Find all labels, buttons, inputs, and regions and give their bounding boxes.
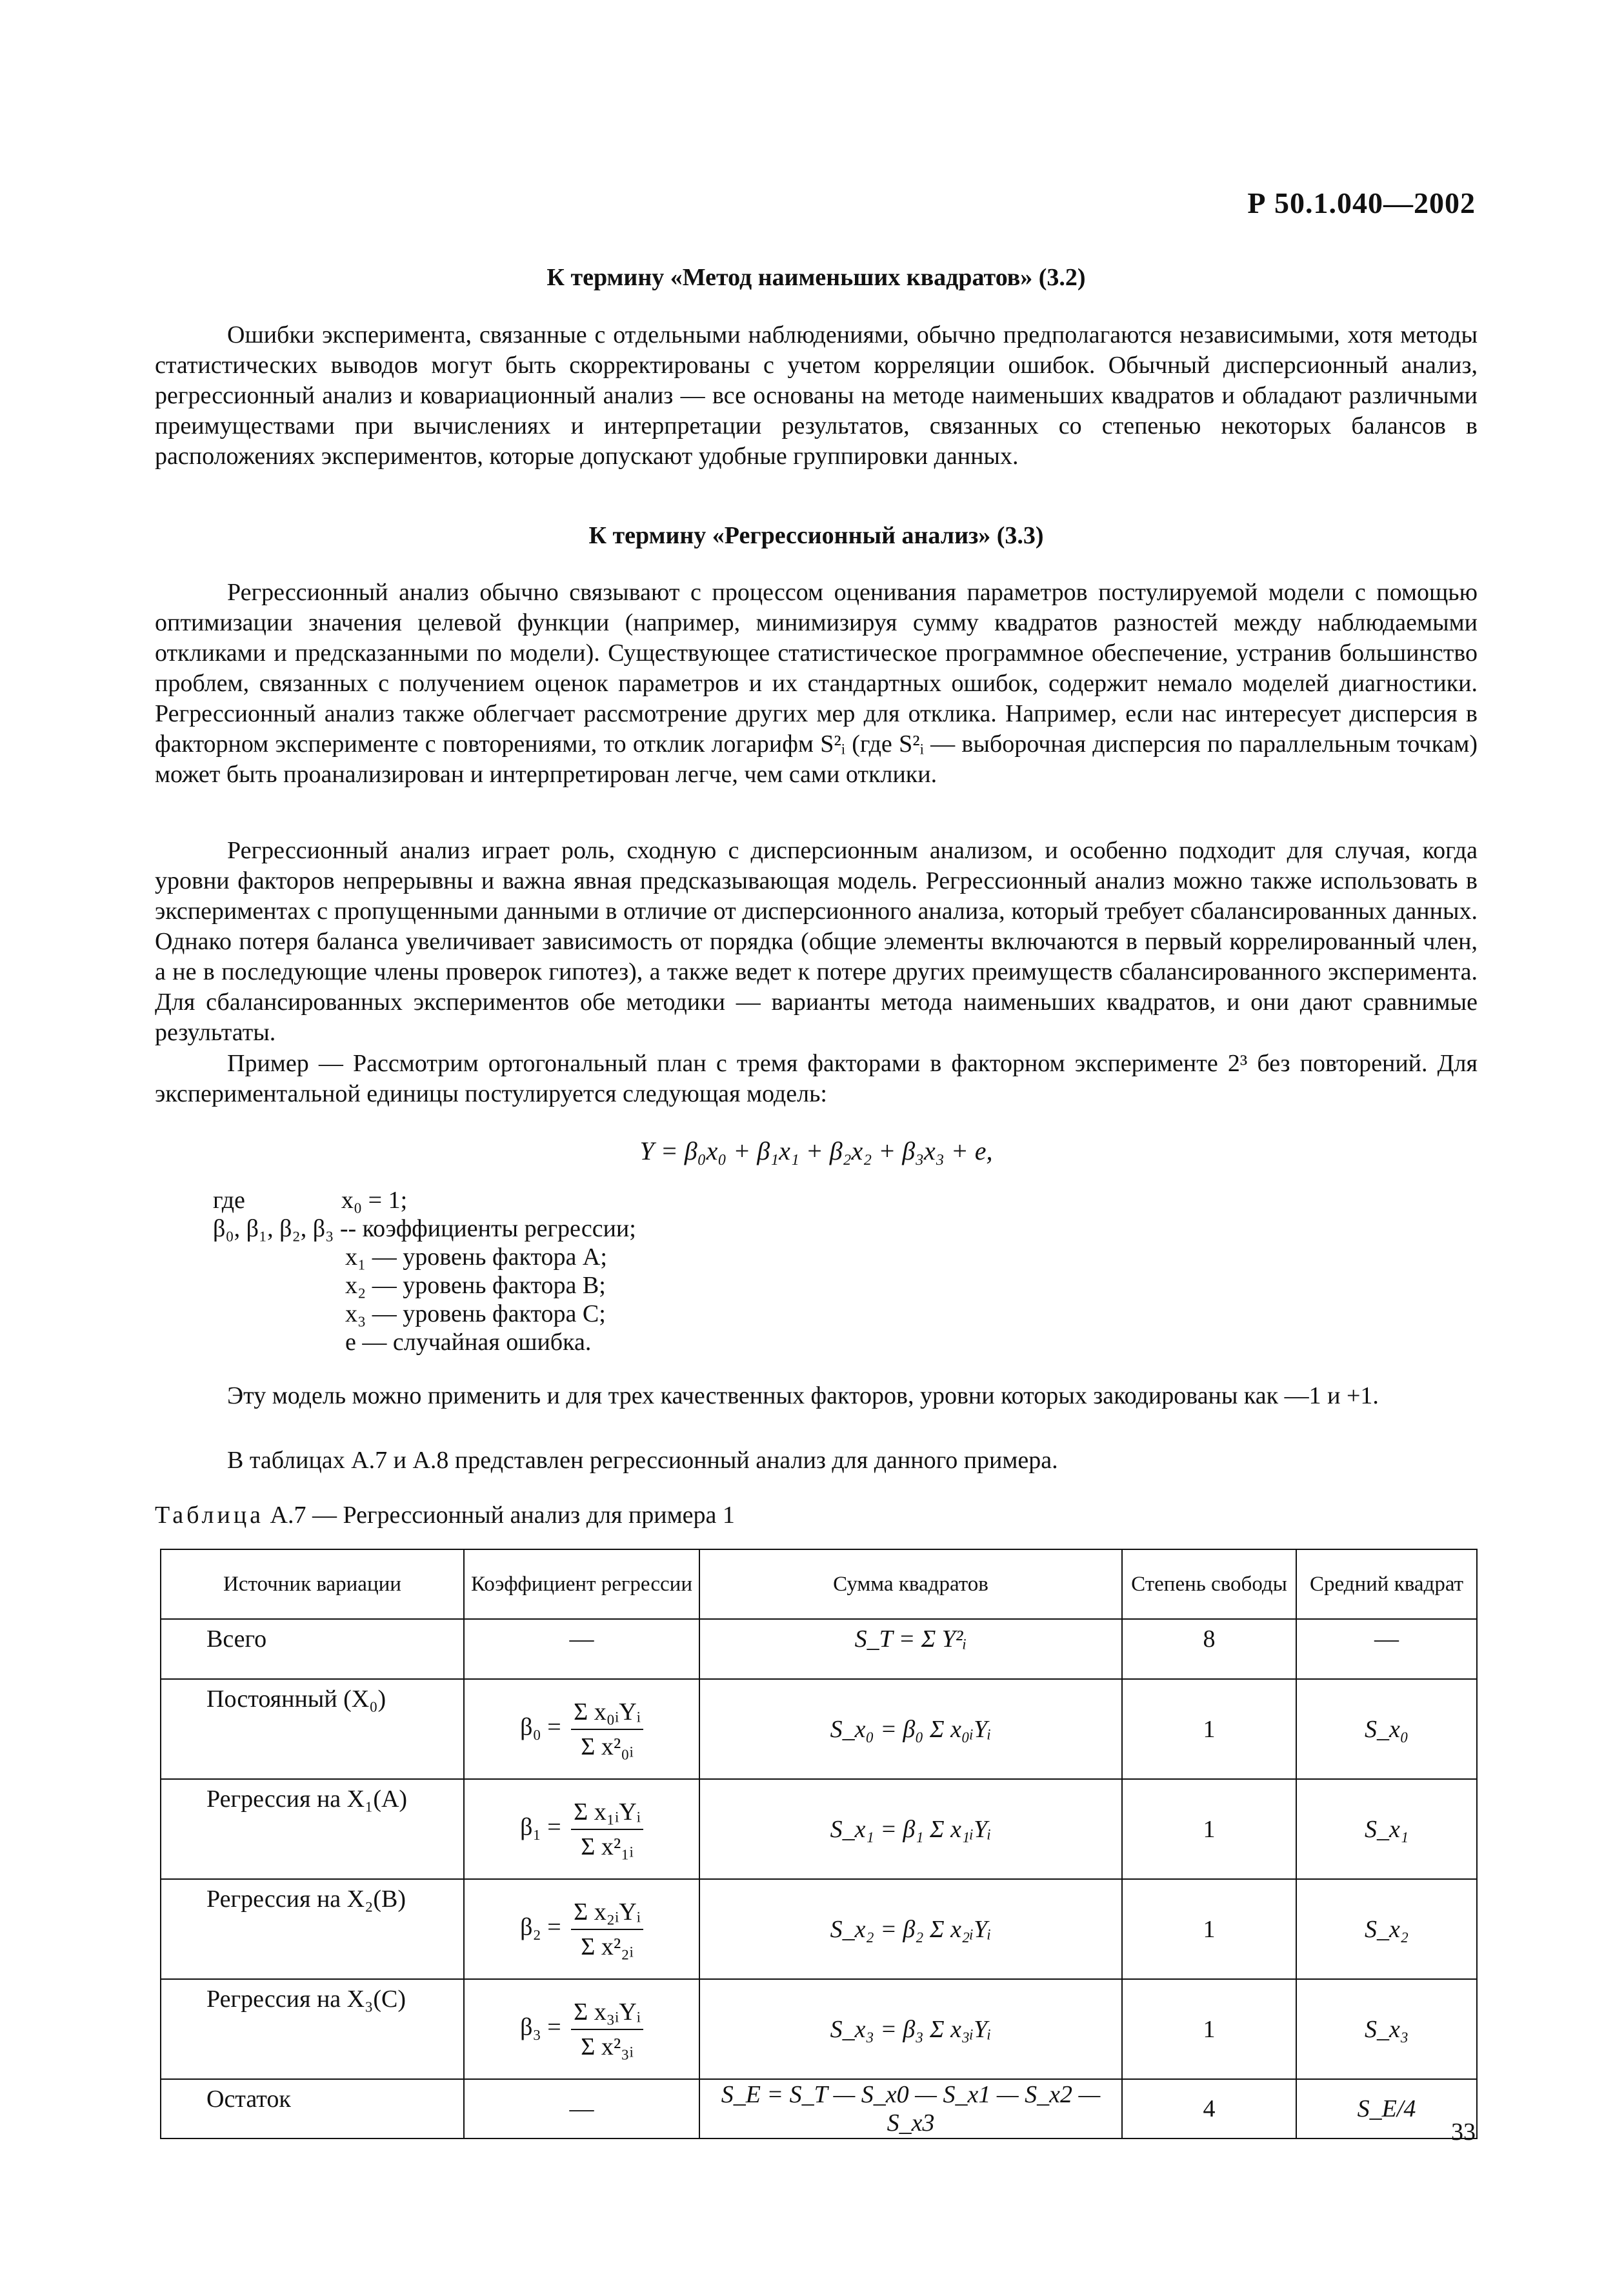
cell-sum-of-squares: S_x₀ = β₀ Σ x₀ᵢYᵢ (699, 1679, 1122, 1779)
header-sum-of-squares: Сумма квадратов (699, 1549, 1122, 1619)
where-item: e — случайная ошибка. (345, 1329, 592, 1356)
cell-sum-of-squares: S_T = Σ Y²ᵢ (699, 1619, 1122, 1679)
coef-lhs: β₃ = (520, 2013, 561, 2041)
where-item: β₀, β₁, β₂, β₃ -- коэффициенты регрессии; (213, 1215, 636, 1242)
table-caption (155, 1501, 735, 1529)
cell-sum-of-squares: S_x₂ = β₂ Σ x₂ᵢYᵢ (699, 1879, 1122, 1979)
table-row (161, 1679, 1477, 1779)
coef-denominator: Σ x²₃ᵢ (581, 2033, 634, 2060)
coef-fraction (571, 1798, 643, 1861)
coef-numerator: Σ x₃ᵢYᵢ (571, 1998, 643, 2030)
where-row-2 (213, 1243, 636, 1271)
coef-fraction (571, 1698, 643, 1761)
coef-lhs: β₀ = (520, 1713, 561, 1741)
where-row-5 (213, 1328, 636, 1356)
where-item: x₁ — уровень фактора А; (345, 1243, 607, 1271)
coef-fraction (571, 1898, 643, 1961)
page-number: 33 (1451, 2118, 1476, 2146)
cell-mean-square: S_x₀ (1296, 1679, 1477, 1779)
cell-coefficient (464, 1779, 699, 1879)
where-item: x₂ — уровень фактора В; (345, 1272, 606, 1299)
cell-mean-square: S_x₃ (1296, 1979, 1477, 2079)
cell-mean-square: S_x₁ (1296, 1779, 1477, 1879)
where-item: x₃ — уровень фактора С; (345, 1300, 606, 1327)
cell-coefficient: — (464, 1619, 699, 1679)
paragraph-least-squares: Ошибки эксперимента, связанные с отдельными наблюдениями, обычно предполагаются независимыми, хотя методы статистических выводов могут быть скорректированы с учетом корреляции ошибок. Обычный дисперсионный анализ, регрессионный анализ и ковариационный анализ — все основаны на методе наименьших квадратов и обладают различными преимуществами при вычислениях и интерпретации результатов, связанных со степенью некоторых балансов в расположениях экспериментов, которые допускают удобные группировки данных. (155, 321, 1478, 470)
standard-number: Р 50.1.040—2002 (1247, 186, 1476, 219)
cell-source: Всего (161, 1619, 464, 1679)
paragraph-regression-1: Регрессионный анализ обычно связывают с процессом оценивания параметров постулируемой модели с помощью оптимизации значения целевой функции (например, минимизируя сумму квадратов разностей между наблюдаемыми откликами и предсказанными по модели). Существующее статистическое программное обеспечение, устранив большинство проблем, связанных с получением оценок параметров и их стандартных ошибок, содержит немало моделей диагностики. Регрессионный анализ также облегчает рассмотрение других мер для отклика. Например, если нас интересует дисперсия в факторном эксперименте с повторениями, то отклик логарифм S²ᵢ (где S²ᵢ — выборочная дисперсия по параллельным точкам) может быть проанализирован и интерпретирован легче, чем сами отклики. (155, 579, 1478, 788)
cell-df: 1 (1122, 1779, 1296, 1879)
paragraph-regression-2: Регрессионный анализ играет роль, сходную с дисперсионным анализом, и особенно подходит для случая, когда уровни факторов непрерывны и важна явная предсказывающая модель. Регрессионный анализ можно также использовать в экспериментах с пропущенными данными в отличие от дисперсионного анализа, который требует сбалансированных данных. Однако потеря баланса увеличивает зависимость от порядка (общие элементы включаются в первый коррелированный член, а не в последующие члены проверок гипотез), а также ведет к потере других преимуществ сбалансированного эксперимента. Для сбалансированных экспериментов обе методики — варианты метода наименьших квадратов, и они дают сравнимые результаты. (155, 837, 1478, 1046)
cell-coefficient (464, 1879, 699, 1979)
coef-denominator: Σ x²₁ᵢ (581, 1833, 634, 1860)
cell-sum-of-squares: S_E = S_T — S_x0 — S_x1 — S_x2 — S_x3 (699, 2079, 1122, 2138)
cell-source: Регрессия на X₁(A) (161, 1779, 464, 1879)
coef-numerator: Σ x₀ᵢYᵢ (571, 1698, 643, 1730)
cell-mean-square: S_x₂ (1296, 1879, 1477, 1979)
regression-table (160, 1549, 1478, 2139)
header-source: Источник вариации (161, 1549, 464, 1619)
where-row-0 (213, 1186, 636, 1214)
where-row-3 (213, 1271, 636, 1300)
table-row (161, 1879, 1477, 1979)
coef-lhs: β₁ = (520, 1813, 561, 1841)
cell-sum-of-squares: S_x₃ = β₃ Σ x₃ᵢYᵢ (699, 1979, 1122, 2079)
cell-source: Регрессия на X₃(C) (161, 1979, 464, 2079)
coef-numerator: Σ x₁ᵢYᵢ (571, 1798, 643, 1830)
where-block (213, 1186, 636, 1356)
table-caption-prefix: Таблица (155, 1502, 265, 1529)
cell-mean-square: S_E/4 (1296, 2079, 1477, 2138)
header-degrees-of-freedom: Степень свободы (1122, 1549, 1296, 1619)
table-row (161, 1979, 1477, 2079)
section-heading-regression: К термину «Регрессионный анализ» (3.3) (588, 522, 1044, 549)
table-caption-title: А.7 — Регрессионный анализ для примера 1 (264, 1502, 735, 1529)
table-row (161, 1619, 1477, 1679)
model-formula: Y = β₀x₀ + β₁x₁ + β₂x₂ + β₃x₃ + e, (639, 1136, 993, 1165)
header-coefficient: Коэффициент регрессии (464, 1549, 699, 1619)
where-item: x₀ = 1; (341, 1187, 408, 1214)
paragraph-qualitative: Эту модель можно применить и для трех качественных факторов, уровни которых закодированы как —1 и +1. (227, 1382, 1379, 1409)
coef-denominator: Σ x²₀ᵢ (581, 1733, 634, 1760)
cell-coefficient (464, 1679, 699, 1779)
cell-mean-square: — (1296, 1619, 1477, 1679)
cell-sum-of-squares: S_x₁ = β₁ Σ x₁ᵢYᵢ (699, 1779, 1122, 1879)
table-row (161, 1779, 1477, 1879)
where-row-1 (213, 1214, 636, 1243)
coef-denominator: Σ x²₂ᵢ (581, 1933, 634, 1960)
cell-df: 8 (1122, 1619, 1296, 1679)
table-header-row (161, 1549, 1477, 1619)
cell-source: Остаток (161, 2079, 464, 2138)
coef-fraction (571, 1998, 643, 2061)
table-row (161, 2079, 1477, 2138)
where-label: где (213, 1187, 245, 1214)
paragraph-example: Пример — Рассмотрим ортогональный план с тремя факторами в факторном эксперименте 2³ без повторений. Для экспериментальной единицы постулируется следующая модель: (155, 1050, 1478, 1107)
where-row-4 (213, 1300, 636, 1328)
cell-df: 4 (1122, 2079, 1296, 2138)
cell-source: Регрессия на X₂(B) (161, 1879, 464, 1979)
cell-coefficient (464, 1979, 699, 2079)
coef-numerator: Σ x₂ᵢYᵢ (571, 1898, 643, 1930)
header-mean-square: Средний квадрат (1296, 1549, 1477, 1619)
cell-df: 1 (1122, 1979, 1296, 2079)
cell-coefficient: — (464, 2079, 699, 2138)
cell-df: 1 (1122, 1879, 1296, 1979)
cell-source: Постоянный (X₀) (161, 1679, 464, 1779)
cell-df: 1 (1122, 1679, 1296, 1779)
section-heading-least-squares: К термину «Метод наименьших квадратов» (3.2) (546, 264, 1086, 291)
paragraph-tables-ref: В таблицах А.7 и А.8 представлен регрессионный анализ для данного примера. (227, 1447, 1058, 1474)
coef-lhs: β₂ = (520, 1913, 561, 1941)
